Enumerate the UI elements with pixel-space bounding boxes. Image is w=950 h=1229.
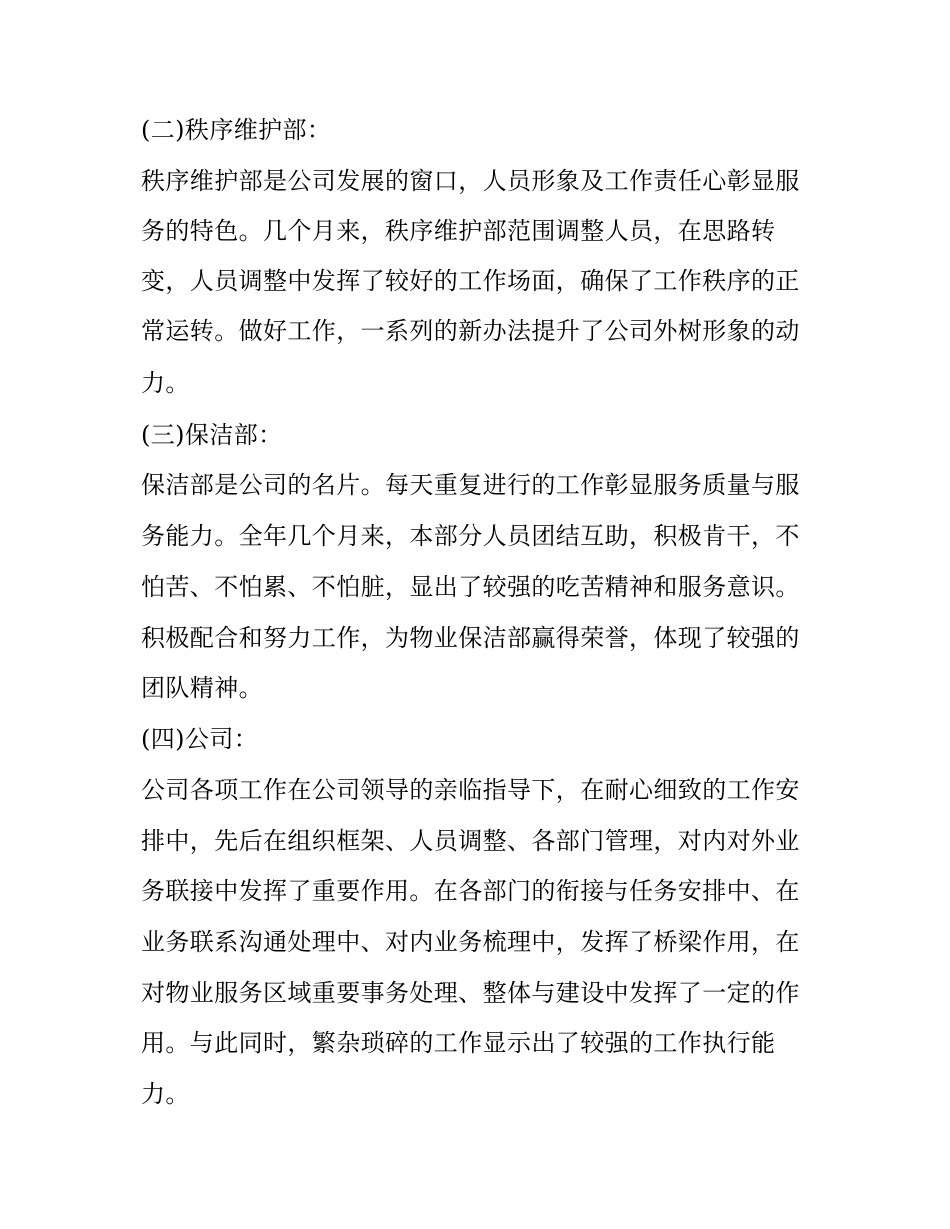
paragraph-line: 团队精神。 [141, 674, 263, 702]
paragraph-line: 力。 [141, 1080, 190, 1108]
paragraph-line: 积极配合和努力工作，为物业保洁部赢得荣誉，体现了较强的 [141, 624, 800, 652]
paragraph-line: 力。 [141, 369, 190, 397]
paragraph-line: 变，人员调整中发挥了较好的工作场面，确保了工作秩序的正 [141, 267, 800, 295]
paragraph-line: 务联接中发挥了重要作用。在各部门的衔接与任务安排中、在 [141, 877, 800, 905]
paragraph-line: 保洁部是公司的名片。每天重复进行的工作彰显服务质量与服 [141, 471, 800, 499]
section-heading-company: (四)公司： [141, 725, 259, 753]
paragraph-line: 秩序维护部是公司发展的窗口，人员形象及工作责任心彰显服 [141, 167, 800, 195]
paragraph-line: 公司各项工作在公司领导的亲临指导下，在耐心细致的工作安 [141, 776, 800, 804]
paragraph-line: 务能力。全年几个月来，本部分人员团结互助，积极肯干，不 [141, 522, 800, 550]
paragraph-line: 排中，先后在组织框架、人员调整、各部门管理，对内对外业 [141, 827, 800, 855]
paragraph-line: 常运转。做好工作，一系列的新办法提升了公司外树形象的动 [141, 317, 800, 345]
paragraph-line: 用。与此同时，繁杂琐碎的工作显示出了较强的工作执行能 [141, 1029, 776, 1057]
paragraph-line: 怕苦、不怕累、不怕脏，显出了较强的吃苦精神和服务意识。 [141, 573, 800, 601]
paragraph-line: 对物业服务区域重要事务处理、整体与建设中发挥了一定的作 [141, 979, 800, 1007]
paragraph-line: 业务联系沟通处理中、对内业务梳理中，发挥了桥梁作用，在 [141, 928, 800, 956]
section-heading-order-maintenance: (二)秩序维护部： [141, 116, 332, 144]
section-heading-cleaning: (三)保洁部： [141, 421, 283, 449]
paragraph-line: 务的特色。几个月来，秩序维护部范围调整人员，在思路转 [141, 217, 776, 245]
